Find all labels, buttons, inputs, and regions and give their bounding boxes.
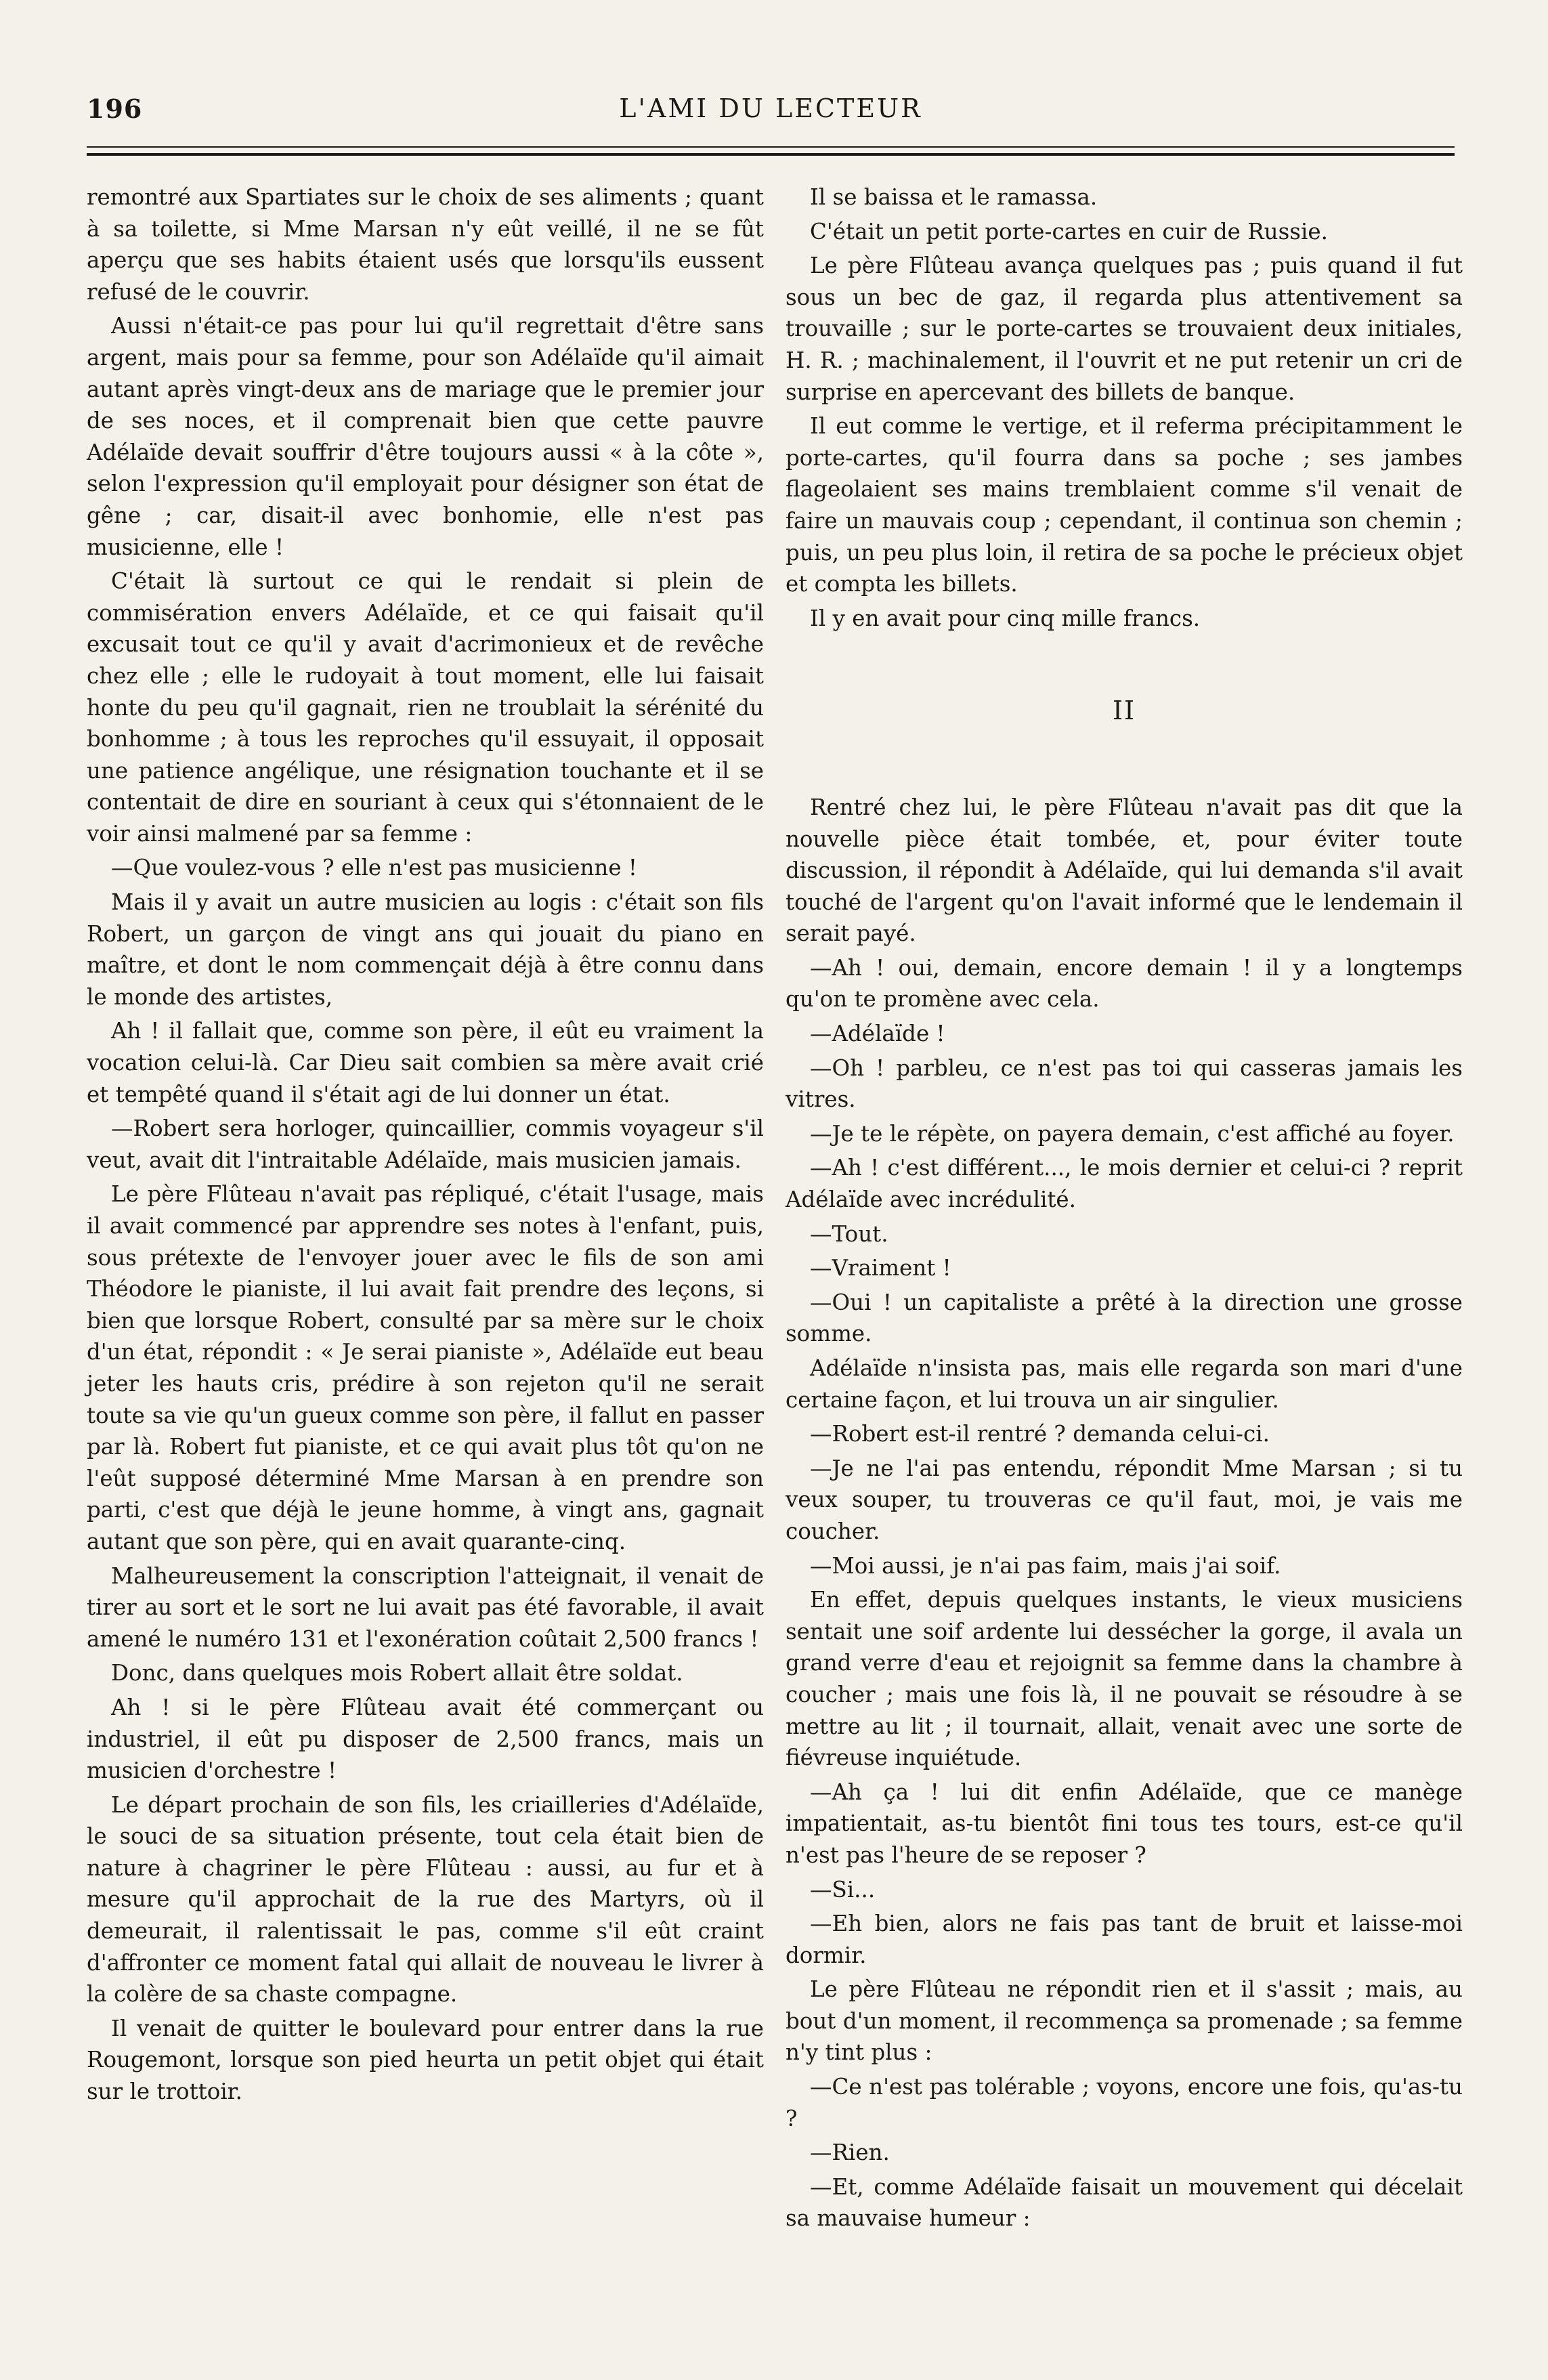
- paragraph: —Que voulez-vous ? elle n'est pas musicienne !: [111, 855, 637, 881]
- paragraph: —Ah ! oui, demain, encore demain ! il y a longtemps qu'on te promène avec cela.: [786, 954, 1463, 1013]
- paragraph: —Moi aussi, je n'ai pas faim, mais j'ai soif.: [810, 1552, 1281, 1579]
- paragraph: —Vraiment !: [810, 1255, 951, 1281]
- page-header: [87, 93, 1455, 134]
- paragraph: Le père Flûteau ne répondit rien et il s'assit ; mais, au bout d'un moment, il recommença sa promenade ; sa femme n'y tint plus :: [786, 1976, 1463, 2066]
- section-heading: II: [1112, 696, 1136, 726]
- paragraph: Malheureusement la conscription l'atteignait, il venait de tirer au sort et le sort ne lui avait pas été favorable, il avait amené le numéro 131 et l'exonération coûtait 2,500 francs !: [87, 1563, 764, 1652]
- running-title: L'AMI DU LECTEUR: [619, 93, 922, 123]
- page-number: 196: [87, 93, 143, 124]
- paragraph: —Eh bien, alors ne fais pas tant de bruit et laisse-moi dormir.: [786, 1911, 1463, 1968]
- paragraph: —Et, comme Adélaïde faisait un mouvement qui décelait sa mauvaise humeur :: [786, 2173, 1463, 2232]
- paragraph: Il se baissa et le ramassa.: [810, 184, 1098, 210]
- paragraph: Adélaïde n'insista pas, mais elle regarda son mari d'une certaine façon, et lui trouva un air singulier.: [786, 1355, 1463, 1413]
- paragraph: —Adélaïde !: [810, 1021, 945, 1047]
- header-rule-thick: [87, 153, 1455, 156]
- paragraph: —Je te le répète, on payera demain, c'est affiché au foyer.: [810, 1120, 1455, 1147]
- paragraph: Il eut comme le vertige, et il referma précipitamment le porte-cartes, qu'il fourra dans sa poche ; ses jambes flageolaient ses mains tremblaient comme s'il venait de faire un mauvais coup ; cependant, il continua son chemin ; puis, un peu plus loin, il retira de sa poche le précieux objet et compta les billets.: [786, 413, 1463, 597]
- paragraph: Le départ prochain de son fils, les criailleries d'Adélaïde, le souci de sa situation présente, tout cela était bien de nature à chagriner le père Flûteau : aussi, au fur et à mesure qu'il approchait de la rue des Martyrs, où il demeurait, il ralentissait le pas, comme s'il eût craint d'affronter ce moment fatal qui allait de nouveau le livrer à la colère de sa chaste compagne.: [87, 1791, 764, 2007]
- paragraph: Ah ! si le père Flûteau avait été commerçant ou industriel, il eût pu disposer de 2,500 francs, mais un musicien d'orchestre !: [87, 1694, 764, 1784]
- paragraph: Ah ! il fallait que, comme son père, il eût eu vraiment la vocation celui-là. Car Dieu sait combien sa mère avait crié et tempêté quand il s'était agi de lui donner un état.: [87, 1018, 764, 1107]
- paragraph: remontré aux Spartiates sur le choix de ses aliments ; quant à sa toilette, si Mme Marsan n'y eût veillé, il ne se fût aperçu que ses habits étaient usés que lorsqu'ils eussent refusé de le couvrir.: [87, 184, 764, 305]
- paragraph: —Ce n'est pas tolérable ; voyons, encore une fois, qu'as-tu ?: [786, 2074, 1463, 2131]
- paragraph: Il venait de quitter le boulevard pour entrer dans la rue Rougemont, lorsque son pied heurta un petit objet qui était sur le trottoir.: [87, 2015, 764, 2105]
- paragraph: C'était là surtout ce qui le rendait si plein de commisération envers Adélaïde, et ce qui faisait qu'il excusait tout ce qu'il y avait d'acrimonieux et de revêche chez elle ; elle le rudoyait à tout moment, elle lui faisait honte du peu qu'il gagnait, rien ne troublait la sérénité du bonhomme ; à tous les reproches qu'il essuyait, il opposait une patience angélique, une résignation touchante et il se contentait de dire en souriant à ceux qui s'étonnaient de le voir ainsi malmené par sa femme :: [87, 568, 764, 847]
- paragraph: —Si...: [810, 1876, 876, 1903]
- paragraph: Le père Flûteau n'avait pas répliqué, c'était l'usage, mais il avait commencé par apprendre ses notes à l'enfant, puis, sous prétexte de l'envoyer jouer avec le fils de son ami Théodore le pianiste, il lui avait fait prendre des leçons, si bien que lorsque Robert, consulté par sa mère sur le choix d'un état, répondit : « Je serai pianiste », Adélaïde eut beau jeter les hauts cris, prédire à son rejeton qu'il ne serait toute sa vie qu'un gueux comme son père, il fallut en passer par là. Robert fut pianiste, et ce qui avait plus tôt qu'on ne l'eût supposé déterminé Mme Marsan à en prendre son parti, c'est que déjà le jeune homme, à vingt ans, gagnait autant que son père, qui en avait quarante-cinq.: [87, 1181, 764, 1554]
- paragraph: —Rien.: [810, 2140, 890, 2166]
- paragraph: —Oh ! parbleu, ce n'est pas toi qui casseras jamais les vitres.: [786, 1055, 1463, 1113]
- paragraph: C'était un petit porte-cartes en cuir de Russie.: [810, 218, 1328, 245]
- left-column: [87, 182, 764, 2110]
- paragraph: —Ah ! c'est différent..., le mois dernier et celui-ci ? reprit Adélaïde avec incrédulité.: [786, 1155, 1463, 1213]
- header-rule-thin: [87, 146, 1455, 148]
- paragraph: Aussi n'était-ce pas pour lui qu'il regrettait d'être sans argent, mais pour sa femme, pour son Adélaïde qu'il aimait autant après vingt-deux ans de mariage que le premier jour de ses noces, et il comprenait bien que cette pauvre Adélaïde devait souffrir d'être toujours aussi « à la côte », selon l'expression qu'il employait pour désigner son état de gêne ; car, disait-il avec bonhomie, elle n'est pas musicienne, elle !: [87, 313, 764, 560]
- paragraph: Le père Flûteau avança quelques pas ; puis quand il fut sous un bec de gaz, il regarda plus attentivement sa trouvaille ; sur le porte-cartes se trouvaient deux initiales, H. R. ; machinalement, il l'ouvrit et ne put retenir un cri de surprise en apercevant des billets de banque.: [786, 253, 1463, 405]
- paragraph: Donc, dans quelques mois Robert allait être soldat.: [111, 1660, 683, 1686]
- paragraph: —Ah ça ! lui dit enfin Adélaïde, que ce manège impatientait, as-tu bientôt fini tous tes tours, est-ce qu'il n'est pas l'heure de se reposer ?: [786, 1779, 1463, 1868]
- paragraph: Il y en avait pour cinq mille francs.: [810, 605, 1201, 631]
- paragraph: En effet, depuis quelques instants, le vieux musiciens sentait une soif ardente lui dessécher la gorge, il avala un grand verre d'eau et rejoignit sa femme dans la chambre à coucher ; mais une fois là, il ne pouvait se résoudre à se mettre au lit ; il tournait, allait, venait avec une sorte de fiévreuse inquiétude.: [786, 1587, 1463, 1771]
- paragraph: —Robert sera horloger, quincaillier, commis voyageur s'il veut, avait dit l'intraitable Adélaïde, mais musicien jamais.: [87, 1115, 764, 1173]
- right-column: [786, 182, 1463, 2237]
- paragraph: —Je ne l'ai pas entendu, répondit Mme Marsan ; si tu veux souper, tu trouveras ce qu'il faut, moi, je vais me coucher.: [786, 1455, 1463, 1544]
- paragraph: Mais il y avait un autre musicien au logis : c'était son fils Robert, un garçon de vingt ans qui jouait du piano en maître, et dont le nom commençait déjà à être connu dans le monde des artistes,: [87, 889, 764, 1010]
- paragraph: —Oui ! un capitaliste a prêté à la direction une grosse somme.: [786, 1289, 1463, 1347]
- paragraph: Rentré chez lui, le père Flûteau n'avait pas dit que la nouvelle pièce était tombée, et, pour éviter toute discussion, il répondit à Adélaïde, qui lui demanda s'il avait touché de l'argent qu'on l'avait informé que le lendemain il serait payé.: [786, 794, 1463, 947]
- paragraph: —Tout.: [810, 1220, 888, 1247]
- paragraph: —Robert est-il rentré ? demanda celui-ci.: [810, 1421, 1270, 1447]
